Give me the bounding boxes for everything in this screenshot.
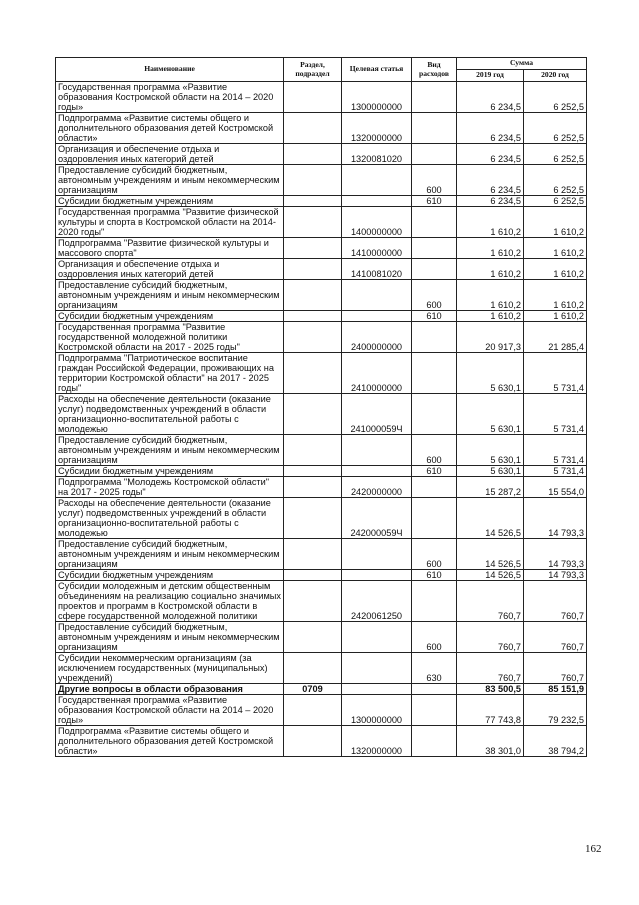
cell-section [284, 238, 342, 259]
table-row [56, 726, 587, 757]
cell-type: 610 [412, 466, 457, 477]
cell-type: 600 [412, 622, 457, 653]
cell-section [284, 311, 342, 322]
cell-2020: 79 232,5 [524, 695, 587, 726]
cell-target: 1410081020 [342, 259, 412, 280]
cell-2020: 5 731,4 [524, 353, 587, 394]
cell-name: Другие вопросы в области образования [56, 684, 284, 695]
table-row [56, 311, 587, 322]
cell-name: Предоставление субсидий бюджетным, автономным учреждениям и иным некоммерческим организациям [56, 280, 284, 311]
cell-type: 610 [412, 311, 457, 322]
cell-target: 1320081020 [342, 144, 412, 165]
cell-2020: 21 285,4 [524, 322, 587, 353]
cell-name: Подпрограмма «Развитие системы общего и дополнительного образования детей Костромской области» [56, 113, 284, 144]
cell-type [412, 477, 457, 498]
cell-target: 1410000000 [342, 238, 412, 259]
cell-type: 610 [412, 196, 457, 207]
cell-type: 630 [412, 653, 457, 684]
cell-2019: 14 526,5 [457, 570, 524, 581]
cell-section [284, 196, 342, 207]
cell-2020: 6 252,5 [524, 165, 587, 196]
cell-section [284, 498, 342, 539]
cell-section [284, 144, 342, 165]
cell-name: Предоставление субсидий бюджетным, автономным учреждениям и иным некоммерческим организациям [56, 539, 284, 570]
table-row [56, 684, 587, 695]
cell-name: Предоставление субсидий бюджетным, автономным учреждениям и иным некоммерческим организациям [56, 435, 284, 466]
table-row [56, 113, 587, 144]
cell-target: 241000059Ч [342, 394, 412, 435]
cell-type [412, 113, 457, 144]
table-row [56, 498, 587, 539]
cell-target [342, 684, 412, 695]
cell-section [284, 726, 342, 757]
cell-2019: 14 526,5 [457, 539, 524, 570]
cell-section [284, 622, 342, 653]
cell-2020: 1 610,2 [524, 207, 587, 238]
cell-2020: 6 252,5 [524, 82, 587, 113]
cell-2019: 1 610,2 [457, 311, 524, 322]
cell-2020: 1 610,2 [524, 238, 587, 259]
cell-2019: 5 630,1 [457, 435, 524, 466]
cell-2020: 5 731,4 [524, 435, 587, 466]
cell-target: 2420000000 [342, 477, 412, 498]
cell-2020: 6 252,5 [524, 113, 587, 144]
cell-2019: 14 526,5 [457, 498, 524, 539]
table-row [56, 238, 587, 259]
cell-section: 0709 [284, 684, 342, 695]
cell-2020: 15 554,0 [524, 477, 587, 498]
cell-type: 600 [412, 435, 457, 466]
cell-2019: 760,7 [457, 653, 524, 684]
cell-2020: 760,7 [524, 653, 587, 684]
table-row [56, 280, 587, 311]
header-name: Наименование [56, 58, 284, 82]
cell-2019: 6 234,5 [457, 82, 524, 113]
cell-2019: 1 610,2 [457, 280, 524, 311]
cell-2020: 14 793,3 [524, 498, 587, 539]
cell-type [412, 581, 457, 622]
cell-name: Субсидии бюджетным учреждениям [56, 570, 284, 581]
cell-2019: 6 234,5 [457, 113, 524, 144]
table-row [56, 82, 587, 113]
cell-section [284, 581, 342, 622]
cell-type: 600 [412, 539, 457, 570]
cell-name: Предоставление субсидий бюджетным, автономным учреждениям и иным некоммерческим организациям [56, 165, 284, 196]
cell-target [342, 622, 412, 653]
cell-name: Предоставление субсидий бюджетным, автономным учреждениям и иным некоммерческим организациям [56, 622, 284, 653]
cell-name: Государственная программа "Развитие физической культуры и спорта в Костромской области на 2014-2020 годы" [56, 207, 284, 238]
header-2019: 2019 год [457, 70, 524, 82]
cell-type [412, 684, 457, 695]
cell-target [342, 311, 412, 322]
cell-2019: 6 234,5 [457, 165, 524, 196]
cell-section [284, 570, 342, 581]
cell-name: Расходы на обеспечение деятельности (оказание услуг) подведомственных учреждений в области организационно-воспитательной работы с молодежью [56, 394, 284, 435]
cell-name: Государственная программа «Развитие образования Костромской области на 2014 – 2020 годы» [56, 695, 284, 726]
cell-section [284, 259, 342, 280]
table-body [56, 82, 587, 757]
cell-section [284, 435, 342, 466]
header-target: Целевая статья [342, 58, 412, 82]
table-row [56, 394, 587, 435]
cell-2019: 760,7 [457, 581, 524, 622]
cell-target: 1320000000 [342, 113, 412, 144]
header-type: Вид расходов [412, 58, 457, 82]
cell-target: 2420061250 [342, 581, 412, 622]
table-row [56, 622, 587, 653]
table-row [56, 196, 587, 207]
cell-type [412, 144, 457, 165]
cell-2019: 38 301,0 [457, 726, 524, 757]
cell-type [412, 322, 457, 353]
cell-type: 600 [412, 280, 457, 311]
table-row [56, 353, 587, 394]
table-row [56, 322, 587, 353]
cell-name: Подпрограмма "Патриотическое воспитание граждан Российской Федерации, проживающих на территории Костромской области" на 2017 - 2025 годы" [56, 353, 284, 394]
cell-2019: 6 234,5 [457, 144, 524, 165]
budget-table [55, 57, 587, 757]
cell-type [412, 394, 457, 435]
cell-2019: 1 610,2 [457, 259, 524, 280]
cell-section [284, 113, 342, 144]
cell-name: Субсидии бюджетным учреждениям [56, 311, 284, 322]
cell-target: 1300000000 [342, 82, 412, 113]
header-2020: 2020 год [524, 70, 587, 82]
cell-section [284, 477, 342, 498]
cell-name: Подпрограмма «Развитие системы общего и дополнительного образования детей Костромской области» [56, 726, 284, 757]
cell-target: 2400000000 [342, 322, 412, 353]
cell-name: Организация и обеспечение отдыха и оздоровления иных категорий детей [56, 259, 284, 280]
cell-section [284, 322, 342, 353]
cell-type [412, 259, 457, 280]
cell-section [284, 695, 342, 726]
cell-2020: 760,7 [524, 622, 587, 653]
cell-2020: 1 610,2 [524, 259, 587, 280]
cell-section [284, 82, 342, 113]
cell-2020: 1 610,2 [524, 280, 587, 311]
table-row [56, 477, 587, 498]
table-row [56, 259, 587, 280]
cell-type [412, 207, 457, 238]
cell-type [412, 353, 457, 394]
cell-target: 1320000000 [342, 726, 412, 757]
cell-target [342, 435, 412, 466]
table-row [56, 435, 587, 466]
table-row [56, 466, 587, 477]
cell-2019: 1 610,2 [457, 238, 524, 259]
header-section: Раздел, подраздел [284, 58, 342, 82]
cell-name: Субсидии некоммерческим организациям (за исключением государственных (муниципальных) учреждений) [56, 653, 284, 684]
cell-section [284, 653, 342, 684]
cell-type [412, 726, 457, 757]
cell-2020: 5 731,4 [524, 466, 587, 477]
cell-type: 610 [412, 570, 457, 581]
table-row [56, 539, 587, 570]
cell-2020: 1 610,2 [524, 311, 587, 322]
table-row [56, 144, 587, 165]
cell-name: Субсидии бюджетным учреждениям [56, 196, 284, 207]
cell-2020: 6 252,5 [524, 144, 587, 165]
cell-target [342, 539, 412, 570]
cell-target [342, 653, 412, 684]
cell-2020: 6 252,5 [524, 196, 587, 207]
cell-section [284, 539, 342, 570]
cell-section [284, 466, 342, 477]
cell-target [342, 466, 412, 477]
cell-section [284, 394, 342, 435]
cell-target [342, 196, 412, 207]
cell-2020: 5 731,4 [524, 394, 587, 435]
cell-2019: 5 630,1 [457, 466, 524, 477]
cell-type [412, 695, 457, 726]
cell-name: Субсидии бюджетным учреждениям [56, 466, 284, 477]
cell-2019: 1 610,2 [457, 207, 524, 238]
table-row [56, 570, 587, 581]
table-header [56, 58, 587, 82]
table-row [56, 165, 587, 196]
cell-2019: 83 500,5 [457, 684, 524, 695]
cell-type [412, 498, 457, 539]
cell-2019: 77 743,8 [457, 695, 524, 726]
cell-section [284, 280, 342, 311]
cell-section [284, 207, 342, 238]
table-row [56, 581, 587, 622]
cell-name: Подпрограмма "Развитие физической культуры и массового спорта" [56, 238, 284, 259]
cell-target [342, 165, 412, 196]
cell-2020: 38 794,2 [524, 726, 587, 757]
cell-type [412, 238, 457, 259]
cell-name: Субсидии молодежным и детским общественным объединениям на реализацию социально значимых проектов и программ в Костромской области в сфере государственной молодежной политики [56, 581, 284, 622]
cell-target: 242000059Ч [342, 498, 412, 539]
cell-name: Расходы на обеспечение деятельности (оказание услуг) подведомственных учреждений в области организационно-воспитательной работы с молодежью [56, 498, 284, 539]
cell-2019: 20 917,3 [457, 322, 524, 353]
cell-name: Организация и обеспечение отдыха и оздоровления иных категорий детей [56, 144, 284, 165]
cell-2019: 5 630,1 [457, 394, 524, 435]
table-row [56, 653, 587, 684]
header-sum: Сумма [457, 58, 587, 70]
cell-2020: 85 151,9 [524, 684, 587, 695]
cell-type [412, 82, 457, 113]
cell-target: 1400000000 [342, 207, 412, 238]
cell-name: Государственная программа «Развитие образования Костромской области на 2014 – 2020 годы» [56, 82, 284, 113]
table-row [56, 695, 587, 726]
cell-2019: 6 234,5 [457, 196, 524, 207]
cell-target: 1300000000 [342, 695, 412, 726]
cell-name: Государственная программа "Развитие государственной молодежной политики Костромской области на 2017 - 2025 годы" [56, 322, 284, 353]
cell-name: Подпрограмма "Молодежь Костромской области" на 2017 - 2025 годы" [56, 477, 284, 498]
page-number: 162 [585, 843, 602, 855]
cell-2019: 5 630,1 [457, 353, 524, 394]
cell-2020: 14 793,3 [524, 570, 587, 581]
cell-target: 2410000000 [342, 353, 412, 394]
table-row [56, 207, 587, 238]
cell-section [284, 353, 342, 394]
cell-2020: 14 793,3 [524, 539, 587, 570]
cell-2019: 760,7 [457, 622, 524, 653]
cell-type: 600 [412, 165, 457, 196]
cell-2019: 15 287,2 [457, 477, 524, 498]
cell-section [284, 165, 342, 196]
cell-target [342, 570, 412, 581]
cell-target [342, 280, 412, 311]
cell-2020: 760,7 [524, 581, 587, 622]
